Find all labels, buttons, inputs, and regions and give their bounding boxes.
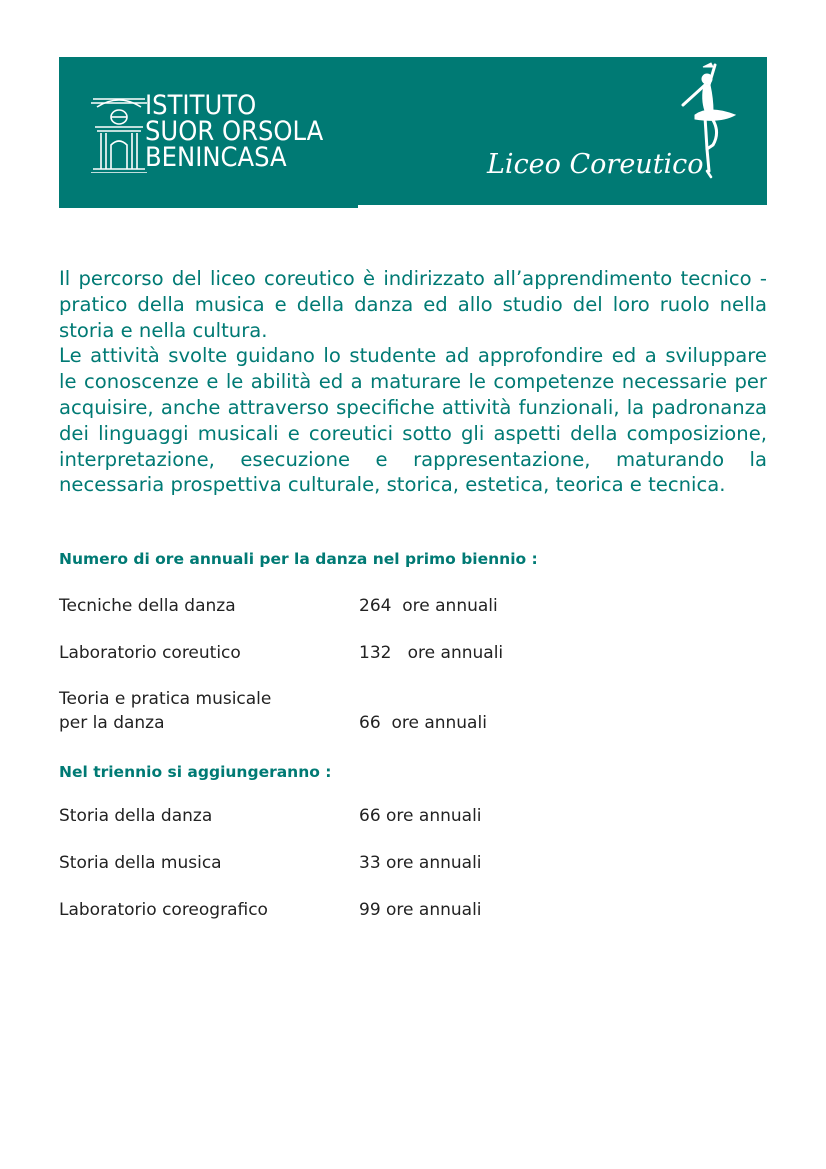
biennio-heading: Numero di ore annuali per la danza nel primo biennio : xyxy=(59,550,538,568)
hours-value: 99 ore annuali xyxy=(359,900,482,920)
intro-paragraph: Le attività svolte guidano lo studente ad approfondire ed a sviluppare le conoscenze e le abilità ed a maturare le competenze necessarie per acquisire, anche attraverso specifiche attività funzionali, la padronanza dei linguaggi musicali e coreutici sotto gli aspetti della composizione, interpretazione, esecuzione e rappresentazione, maturando la necessaria prospettiva culturale, storica, estetica, teorica e tecnica. xyxy=(59,344,767,497)
hours-value: 66 ore annuali xyxy=(359,713,487,733)
subject-label: Teoria e pratica musicale xyxy=(59,689,272,709)
triennio-heading: Nel triennio si aggiungeranno : xyxy=(59,763,332,781)
subject-label: Storia della musica xyxy=(59,853,222,873)
hours-value: 132 ore annuali xyxy=(359,643,504,663)
hours-value: 33 ore annuali xyxy=(359,853,482,873)
subject-label: per la danza xyxy=(59,713,165,733)
ballerina-icon xyxy=(677,59,739,179)
header-banner xyxy=(59,57,767,208)
intro-paragraph: Il percorso del liceo coreutico è indirizzato all’apprendimento tecnico - pratico della musica e della danza ed allo studio del loro ruolo nella storia e nella cultura. xyxy=(59,267,767,342)
subject-label: Laboratorio coreutico xyxy=(59,643,241,663)
subject-label: Tecniche della danza xyxy=(59,596,236,616)
institute-name-line: BENINCASA xyxy=(145,142,287,173)
program-title: Liceo Coreutico xyxy=(487,149,704,180)
hours-value: 66 ore annuali xyxy=(359,806,482,826)
subject-label: Storia della danza xyxy=(59,806,213,826)
building-facade-icon xyxy=(89,93,149,173)
institute-name-line: SUOR ORSOLA xyxy=(145,116,324,147)
hours-row xyxy=(59,688,659,736)
subject-label: Laboratorio coreografico xyxy=(59,900,268,920)
banner-edge xyxy=(358,205,767,208)
hours-value: 264 ore annuali xyxy=(359,596,498,616)
institute-name xyxy=(145,90,324,173)
institute-name-line: ISTITUTO xyxy=(145,90,257,121)
intro-text xyxy=(59,266,767,498)
